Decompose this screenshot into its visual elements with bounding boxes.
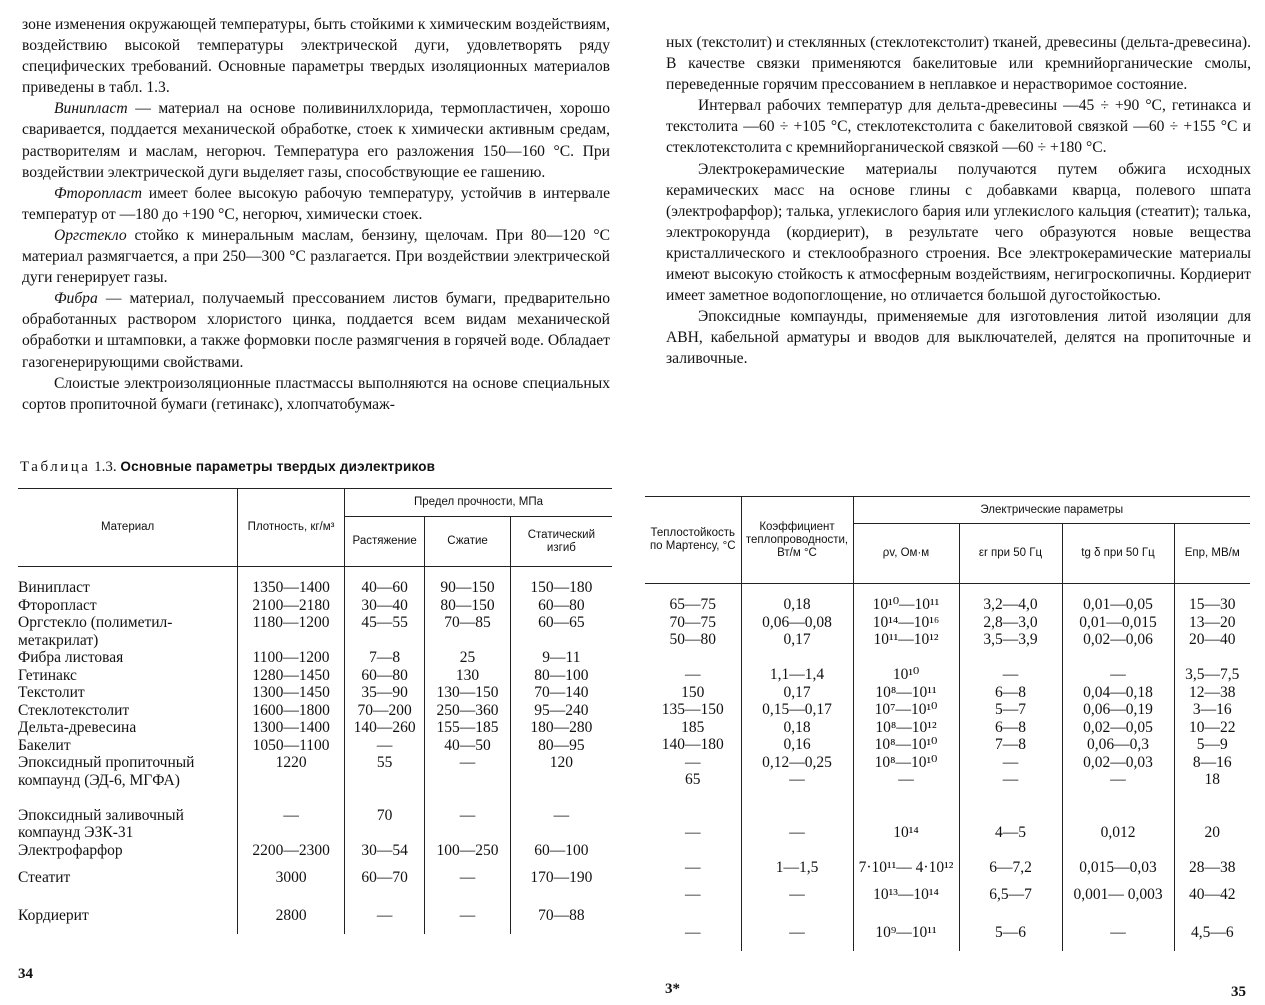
cell-material: Гетинакс: [18, 667, 238, 685]
cell-permittivity: 6—8: [959, 684, 1062, 702]
col-material: Материал: [18, 489, 238, 567]
cell-bending: 180—280: [510, 719, 612, 737]
cell-permittivity: 2,8—3,0: [959, 614, 1062, 632]
cell-tension: 30—40: [344, 597, 424, 615]
cell-density: 2200—2300: [238, 842, 345, 860]
cell-bending: 120: [510, 754, 612, 807]
cell-permittivity: —: [959, 754, 1062, 772]
cell-breakdown-strength: 13—20: [1174, 614, 1250, 632]
cell-loss-tangent: 0,012: [1062, 824, 1174, 859]
cell-loss-tangent: 0,04—0,18: [1062, 684, 1174, 702]
cell-compression: —: [425, 897, 510, 935]
col-compression: Сжатие: [425, 517, 510, 567]
cell-density: 1050—1100: [238, 737, 345, 755]
table-row: [18, 649, 612, 667]
cell-density: —: [238, 807, 345, 842]
cell-bending: 170—190: [510, 859, 612, 897]
cell-heat-resistance: 50—80: [645, 631, 741, 666]
cell-material: Эпоксидный пропиточный компаунд (ЭД-6, МГФА): [18, 754, 238, 807]
cell-bending: 70—140: [510, 684, 612, 702]
cell-tension: 70—200: [344, 702, 424, 720]
cell-thermal-conductivity: 0,17: [741, 684, 853, 702]
table-row: [18, 579, 612, 597]
paragraph: Слоистые электроизоляционные пластмассы выполняются на основе специальных сортов пропиточной бумаги (гетинакс), хлопчатобумаж-: [22, 374, 610, 413]
cell-loss-tangent: —: [1062, 914, 1174, 952]
cell-breakdown-strength: 10—22: [1174, 719, 1250, 737]
signature-mark: 3*: [665, 981, 680, 997]
table-row: [645, 614, 1250, 632]
col-permittivity: εr при 50 Гц: [959, 524, 1062, 584]
cell-resistivity: 10⁸—10¹⁰: [853, 754, 959, 772]
table-row: [18, 719, 612, 737]
cell-compression: —: [425, 807, 510, 842]
caption-title: Основные параметры твердых диэлектриков: [120, 459, 436, 474]
table-row: [18, 667, 612, 685]
cell-compression: 100—250: [425, 842, 510, 860]
cell-bending: 60—100: [510, 842, 612, 860]
cell-heat-resistance: 70—75: [645, 614, 741, 632]
paragraph-orgsteklo: [22, 225, 610, 288]
cell-compression: 250—360: [425, 702, 510, 720]
cell-resistivity: 10¹⁰: [853, 666, 959, 684]
page-number: 34: [18, 966, 33, 982]
cell-compression: 155—185: [425, 719, 510, 737]
col-strength-group: Предел прочности, МПа: [344, 489, 612, 517]
cell-heat-resistance: —: [645, 824, 741, 859]
cell-breakdown-strength: 28—38: [1174, 859, 1250, 877]
paragraph: Эпоксидные компаунды, применяемые для изготовления литой изоляции для АВН, кабельной арматуры и вводов для выключателей, делятся на пропиточные и заливочные.: [666, 308, 1251, 368]
paragraph-vinilplast: [22, 98, 610, 182]
cell-permittivity: 3,5—3,9: [959, 631, 1062, 666]
cell-heat-resistance: 65—75: [645, 596, 741, 614]
table-row: [645, 596, 1250, 614]
col-density: Плотность, кг/м³: [238, 489, 345, 567]
cell-density: 1350—1400: [238, 579, 345, 597]
cell-bending: 9—11: [510, 649, 612, 667]
cell-resistivity: 10⁷—10¹⁰: [853, 701, 959, 719]
cell-compression: 90—150: [425, 579, 510, 597]
col-bending: Статический изгиб: [510, 517, 612, 567]
table-row: [645, 771, 1250, 824]
cell-heat-resistance: 185: [645, 719, 741, 737]
col-breakdown-strength: Епр, МВ/м: [1174, 524, 1250, 584]
page-number: 35: [1231, 984, 1246, 1000]
cell-material: Электрофарфор: [18, 842, 238, 860]
cell-bending: 60—65: [510, 614, 612, 649]
cell-compression: 130—150: [425, 684, 510, 702]
cell-material: Фторопласт: [18, 597, 238, 615]
cell-material: Эпоксидный заливочный компаунд ЭЗК-31: [18, 807, 238, 842]
right-body-text: [666, 32, 1251, 370]
term: Фторопласт: [54, 184, 142, 202]
cell-breakdown-strength: 3—16: [1174, 701, 1250, 719]
cell-material: Винипласт: [18, 579, 238, 597]
paragraph-text: — материал на основе поливинилхлорида, термопластичен, хорошо сваривается, поддается механической обработке, стоек к химически активным средам, растворителям и маслам, негорюч. Температура его разложения 150—160 °С. При воздействии электрической дуги выделяет газы, способствующие ее гашению.: [22, 100, 610, 181]
cell-loss-tangent: 0,015—0,03: [1062, 859, 1174, 877]
cell-loss-tangent: 0,02—0,05: [1062, 719, 1174, 737]
cell-compression: 70—85: [425, 614, 510, 649]
cell-thermal-conductivity: —: [741, 824, 853, 859]
paragraph: Электрокерамические материалы получаются путем обжига исходных керамических масс на основе глины с добавками кварца, полевого шпата (электрофарфор); талька, углекислого бария или углекислого кальция (стеатит); талька, электрокорунда (кордиерит), в результате чего образуются новые вещества кристаллического и стеклообразного строения. Все электрокерамические материалы имеют высокую стойкость к атмосферным воздействиям, негигроскопичны. Кордиерит имеет заметное водопоглощение, но отличается большой дугостойкостью.: [666, 160, 1251, 305]
cell-compression: —: [425, 859, 510, 897]
properties-table-left: [18, 488, 612, 934]
properties-table-right: [645, 496, 1250, 951]
cell-density: 1600—1800: [238, 702, 345, 720]
cell-bending: —: [510, 807, 612, 842]
cell-permittivity: 3,2—4,0: [959, 596, 1062, 614]
col-thermal-conductivity: Коэффициент теплопроводности, Вт/м °С: [741, 497, 853, 584]
cell-resistivity: 10¹⁰—10¹¹: [853, 596, 959, 614]
table-row: [18, 754, 612, 807]
cell-thermal-conductivity: 0,18: [741, 719, 853, 737]
cell-resistivity: 7·10¹¹— 4·10¹²: [853, 859, 959, 877]
table-row: [18, 842, 612, 860]
cell-tension: 55: [344, 754, 424, 807]
table-row: [18, 897, 612, 935]
cell-resistivity: 10⁹—10¹¹: [853, 914, 959, 952]
cell-thermal-conductivity: —: [741, 876, 853, 914]
cell-material: Стеатит: [18, 859, 238, 897]
cell-tension: 40—60: [344, 579, 424, 597]
col-electrical-group: Электрические параметры: [853, 497, 1250, 524]
cell-thermal-conductivity: 0,12—0,25: [741, 754, 853, 772]
term: Оргстекло: [54, 226, 127, 244]
cell-tension: 140—260: [344, 719, 424, 737]
cell-resistivity: 10¹⁴: [853, 824, 959, 859]
paragraph-text: — материал, получаемый прессованием листов бумаги, предварительно обработанных раствором хлористого цинка, поддается всем видам механической обработки и штамповки, а также формовки после размягчения в горячей воде. Обладает газогенерирующими свойствами.: [22, 290, 610, 371]
cell-permittivity: 5—7: [959, 701, 1062, 719]
table-caption: [20, 459, 435, 476]
table-row: [18, 702, 612, 720]
paragraph: Интервал рабочих температур для дельта-древесины —45 ÷ +90 °С, гетинакса и текстолита —60 ÷ +105 °С, стеклотекстолита с бакелитовой связкой —60 ÷ +155 °С и стеклотекстолита с кремнийорганической связкой —60 ÷ +180 °С.: [666, 97, 1251, 157]
cell-density: 1300—1450: [238, 684, 345, 702]
cell-thermal-conductivity: 0,16: [741, 736, 853, 754]
cell-thermal-conductivity: —: [741, 914, 853, 952]
cell-material: Стеклотекстолит: [18, 702, 238, 720]
paragraph-text: имеет более высокую рабочую температуру, устойчив в интервале температур от —180 до +190 °С, негорюч, химически стоек.: [22, 184, 610, 223]
cell-resistivity: 10¹¹—10¹²: [853, 631, 959, 666]
cell-breakdown-strength: 15—30: [1174, 596, 1250, 614]
cell-bending: 95—240: [510, 702, 612, 720]
table-row: [645, 914, 1250, 952]
cell-material: Бакелит: [18, 737, 238, 755]
cell-loss-tangent: 0,02—0,06: [1062, 631, 1174, 666]
cell-thermal-conductivity: 1—1,5: [741, 859, 853, 877]
cell-breakdown-strength: 40—42: [1174, 876, 1250, 914]
cell-material: Фибра листовая: [18, 649, 238, 667]
cell-heat-resistance: 65: [645, 771, 741, 824]
cell-thermal-conductivity: —: [741, 771, 853, 824]
cell-permittivity: 6,5—7: [959, 876, 1062, 914]
cell-compression: —: [425, 754, 510, 807]
cell-density: 1180—1200: [238, 614, 345, 649]
cell-tension: 45—55: [344, 614, 424, 649]
cell-tension: —: [344, 737, 424, 755]
table-row: [645, 719, 1250, 737]
cell-loss-tangent: 0,06—0,3: [1062, 736, 1174, 754]
cell-density: 1300—1400: [238, 719, 345, 737]
cell-thermal-conductivity: 0,15—0,17: [741, 701, 853, 719]
cell-breakdown-strength: 5—9: [1174, 736, 1250, 754]
table-row: [645, 736, 1250, 754]
cell-thermal-conductivity: 0,17: [741, 631, 853, 666]
cell-heat-resistance: 140—180: [645, 736, 741, 754]
table-row: [645, 876, 1250, 914]
table-row: [18, 737, 612, 755]
cell-resistivity: 10⁸—10¹⁰: [853, 736, 959, 754]
term: Фибра: [54, 290, 98, 308]
cell-resistivity: 10¹⁴—10¹⁶: [853, 614, 959, 632]
table-row: [18, 807, 612, 842]
cell-material: Текстолит: [18, 684, 238, 702]
cell-heat-resistance: —: [645, 876, 741, 914]
cell-heat-resistance: —: [645, 754, 741, 772]
cell-permittivity: 5—6: [959, 914, 1062, 952]
table-row: [18, 614, 612, 649]
cell-tension: 70: [344, 807, 424, 842]
cell-compression: 40—50: [425, 737, 510, 755]
cell-thermal-conductivity: 1,1—1,4: [741, 666, 853, 684]
paragraph-text: стойко к минеральным маслам, бензину, щелочам. При 80—120 °С материал размягчается, а при 250—300 °С разлагается. При воздействии электрической дуги генерирует газы.: [22, 226, 610, 287]
table-spacer-row: [18, 567, 612, 580]
cell-loss-tangent: 0,01—0,05: [1062, 596, 1174, 614]
table-row: [645, 701, 1250, 719]
paragraph: зоне изменения окружающей температуры, быть стойкими к химическим воздействиям, воздействию высокой температуры электрической дуги, удовлетворять ряду специфических требований. Основные параметры твердых изоляционных материалов приведены в табл. 1.3.: [22, 16, 610, 97]
cell-permittivity: —: [959, 771, 1062, 824]
cell-loss-tangent: —: [1062, 771, 1174, 824]
table-row: [18, 859, 612, 897]
term: Винипласт: [54, 100, 128, 118]
cell-breakdown-strength: 3,5—7,5: [1174, 666, 1250, 684]
cell-thermal-conductivity: 0,18: [741, 596, 853, 614]
caption-label: Таблица: [20, 459, 91, 475]
paragraph: ных (текстолит) и стеклянных (стеклотекстолит) тканей, древесины (дельта-древесина). В качестве связки применяются бакелитовые или кремнийорганические смолы, переведенные горячим прессованием в неплавкое и нерастворимое состояние.: [666, 34, 1251, 94]
cell-density: 1220: [238, 754, 345, 807]
cell-compression: 25: [425, 649, 510, 667]
cell-tension: 35—90: [344, 684, 424, 702]
table-row: [18, 597, 612, 615]
cell-breakdown-strength: 8—16: [1174, 754, 1250, 772]
cell-permittivity: —: [959, 666, 1062, 684]
cell-resistivity: 10⁸—10¹¹: [853, 684, 959, 702]
cell-breakdown-strength: 12—38: [1174, 684, 1250, 702]
cell-material: Оргстекло (полиметил-метакрилат): [18, 614, 238, 649]
cell-density: 2800: [238, 897, 345, 935]
cell-resistivity: —: [853, 771, 959, 824]
cell-tension: 60—80: [344, 667, 424, 685]
cell-heat-resistance: —: [645, 914, 741, 952]
cell-breakdown-strength: 20—40: [1174, 631, 1250, 666]
cell-tension: 60—70: [344, 859, 424, 897]
cell-heat-resistance: 135—150: [645, 701, 741, 719]
table-row: [645, 754, 1250, 772]
cell-density: 1100—1200: [238, 649, 345, 667]
cell-bending: 80—95: [510, 737, 612, 755]
cell-tension: 30—54: [344, 842, 424, 860]
cell-permittivity: 6—8: [959, 719, 1062, 737]
cell-density: 3000: [238, 859, 345, 897]
cell-permittivity: 7—8: [959, 736, 1062, 754]
cell-tension: 7—8: [344, 649, 424, 667]
table-row: [645, 824, 1250, 859]
cell-bending: 60—80: [510, 597, 612, 615]
table-row: [18, 684, 612, 702]
cell-compression: 80—150: [425, 597, 510, 615]
table-row: [645, 859, 1250, 877]
col-resistivity: ρv, Ом·м: [853, 524, 959, 584]
cell-bending: 150—180: [510, 579, 612, 597]
table-row: [645, 684, 1250, 702]
caption-number: 1.3.: [90, 459, 117, 475]
paragraph-ftoroplast: [22, 183, 610, 225]
cell-heat-resistance: —: [645, 859, 741, 877]
cell-density: 2100—2180: [238, 597, 345, 615]
cell-loss-tangent: 0,06—0,19: [1062, 701, 1174, 719]
cell-bending: 70—88: [510, 897, 612, 935]
cell-resistivity: 10⁸—10¹²: [853, 719, 959, 737]
cell-bending: 80—100: [510, 667, 612, 685]
cell-tension: —: [344, 897, 424, 935]
cell-loss-tangent: 0,001— 0,003: [1062, 876, 1174, 914]
table-row: [645, 666, 1250, 684]
left-page: [0, 0, 632, 1005]
cell-loss-tangent: 0,01—0,015: [1062, 614, 1174, 632]
cell-compression: 130: [425, 667, 510, 685]
cell-material: Кордиерит: [18, 897, 238, 935]
cell-density: 1280—1450: [238, 667, 345, 685]
right-page: [633, 0, 1265, 1005]
col-heat-resistance: Теплостойкость по Мартенсу, °С: [645, 497, 741, 584]
cell-loss-tangent: —: [1062, 666, 1174, 684]
cell-resistivity: 10¹³—10¹⁴: [853, 876, 959, 914]
cell-permittivity: 6—7,2: [959, 859, 1062, 877]
cell-heat-resistance: —: [645, 666, 741, 684]
cell-breakdown-strength: 4,5—6: [1174, 914, 1250, 952]
cell-material: Дельта-древесина: [18, 719, 238, 737]
left-body-text: [22, 14, 610, 415]
cell-thermal-conductivity: 0,06—0,08: [741, 614, 853, 632]
cell-loss-tangent: 0,02—0,03: [1062, 754, 1174, 772]
cell-breakdown-strength: 18: [1174, 771, 1250, 824]
cell-breakdown-strength: 20: [1174, 824, 1250, 859]
table-row: [645, 631, 1250, 666]
cell-heat-resistance: 150: [645, 684, 741, 702]
cell-permittivity: 4—5: [959, 824, 1062, 859]
col-tension: Растяжение: [344, 517, 424, 567]
table-spacer-row: [645, 584, 1250, 597]
paragraph-fibra: [22, 288, 610, 372]
col-loss-tangent: tg δ при 50 Гц: [1062, 524, 1174, 584]
